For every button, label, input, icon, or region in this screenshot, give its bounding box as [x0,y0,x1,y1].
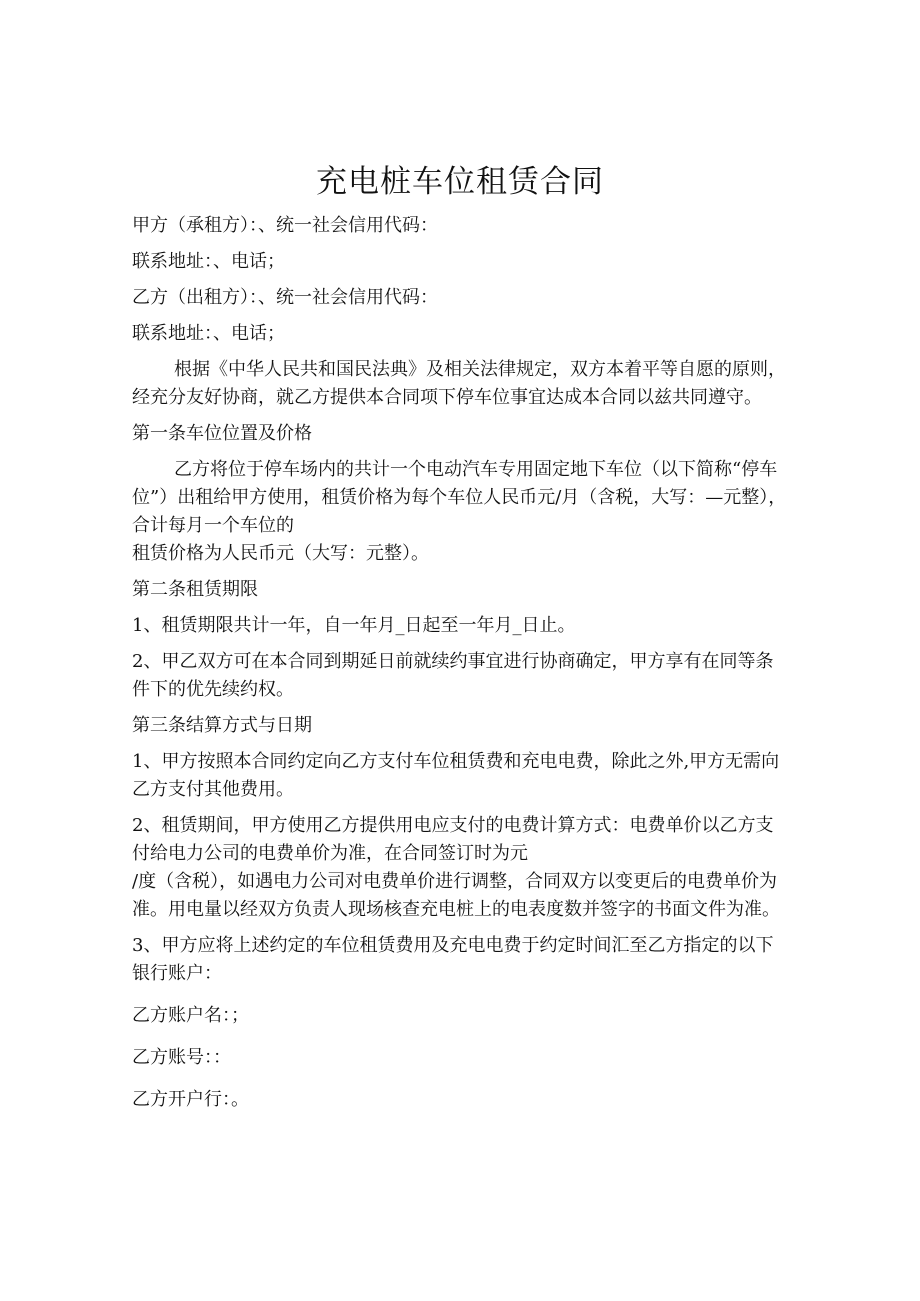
article-2-item-2: 2、甲乙双方可在本合同到期延日前就续约事宜进行协商确定，甲方享有在同等条件下的优先续约权。 [132,651,774,700]
article-2-item-1: 1、租赁期限共计一年，自一年月_日起至一年月_日止。 [132,615,576,636]
article-3-item-1: 1、甲方按照本合同约定向乙方支付车位租赁费和充电电费，除此之外,甲方无需向乙方支付其他费用。 [132,751,780,800]
party-a-line: 甲方（承租方）：、统一社会信用代码： [132,215,438,236]
article-1-paragraph: 乙方将位于停车场内的共计一个电动汽车专用固定地下车位（以下简称“停车位”）出租给甲方使用，租赁价格为每个车位人民币元/月（含税，大写：—元整），合计每月一个车位的 [132,459,787,536]
article-3-item-2-continued: /度（含税），如遇电力公司对电费单价进行调整，合同双方以变更后的电费单价为准。用电量以经双方负责人现场核查充电桩上的电表度数并签字的书面文件为准。 [132,871,780,920]
party-a-contact-line: 联系地址：、电话； [132,251,285,272]
article-3-item-2: 2、租赁期间，甲方使用乙方提供用电应支付的电费计算方式：电费单价以乙方支付给电力公司的电费单价为准，在合同签订时为元 [132,815,774,864]
document-title: 充电桩车位租赁合同 [316,164,604,200]
preamble-paragraph: 根据《中华人民共和国民法典》及相关法律规定，双方本着平等自愿的原则，经充分友好协商，就乙方提供本合同项下停车位事宜达成本合同以兹共同遵守。 [132,359,786,408]
article-1-heading: 第一条车位位置及价格 [132,423,312,444]
document-body [132,212,788,1122]
party-b-line: 乙方（出租方）：、统一社会信用代码： [132,287,438,308]
article-3-heading: 第三条结算方式与日期 [132,715,312,736]
bank-line: 乙方开户行：。 [132,1089,249,1110]
article-1-paragraph-continued: 租赁价格为人民币元（大写：元整）。 [132,543,429,564]
party-b-contact-line: 联系地址：、电话； [132,323,285,344]
account-number-line: 乙方账号：： [132,1047,231,1068]
article-2-heading: 第二条租赁期限 [132,579,258,600]
article-3-item-3: 3、甲方应将上述约定的车位租赁费用及充电电费于约定时间汇至乙方指定的以下银行账户： [132,935,774,984]
account-name-line: 乙方账户名：； [132,1005,249,1026]
